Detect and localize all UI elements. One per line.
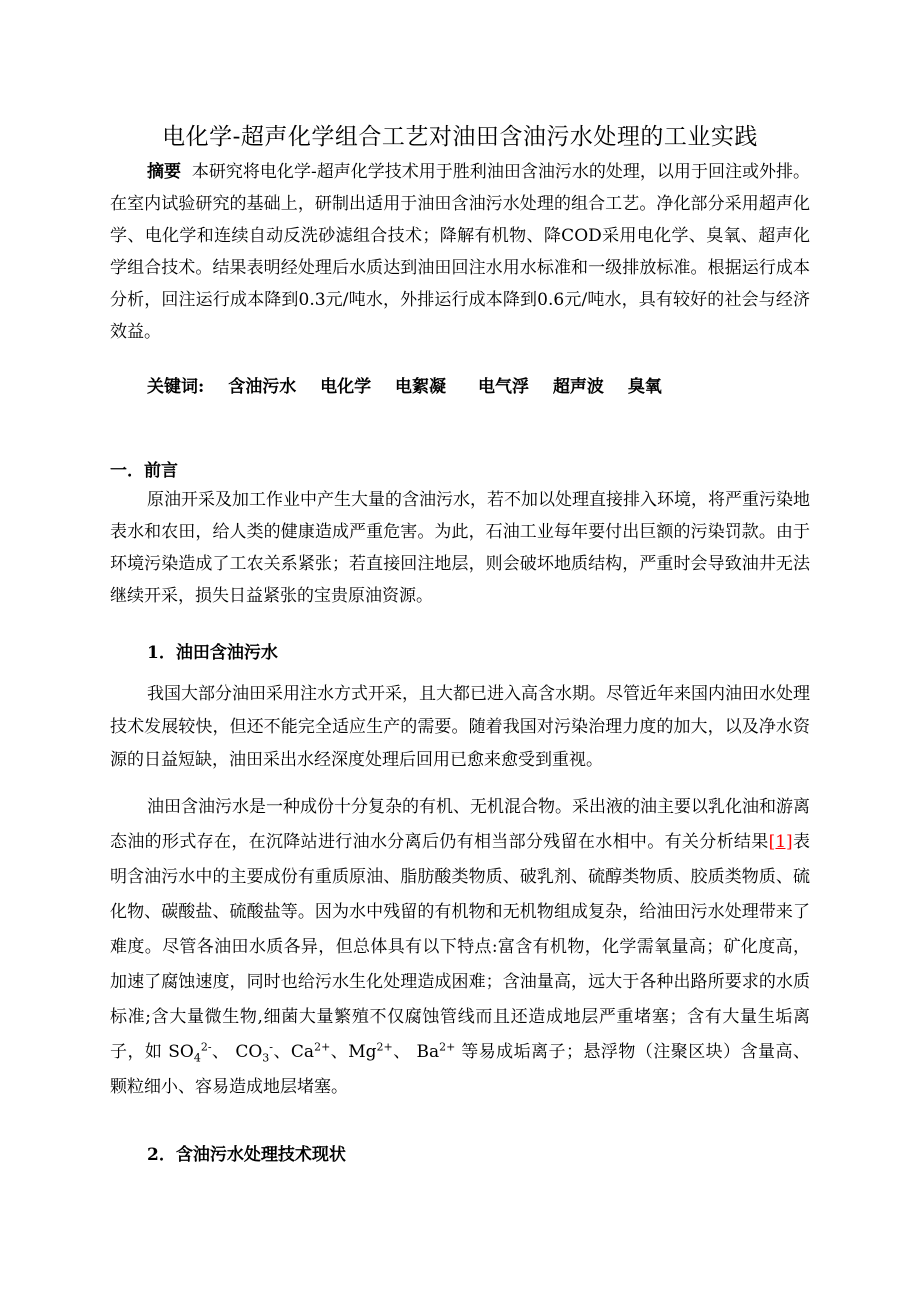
keywords-label: 关键词: — [147, 377, 205, 397]
subsection-heading-oily-wastewater: 1．油田含油污水 — [147, 643, 278, 663]
superscript: 2+ — [439, 1040, 456, 1054]
keyword-item: 电絮凝 — [395, 377, 447, 397]
keyword-item: 电气浮 — [477, 377, 529, 397]
keyword-item: 臭氧 — [627, 377, 662, 397]
subscript: 3 — [262, 1051, 270, 1065]
oilfield-paragraph-1: 我国大部分油田采用注水方式开采，且大都已进入高含水期。尽管近年来国内油田水处理技术发展较快，但还不能完全适应生产的需要。随着我国对污染治理力度的加大，以及净水资源的日益短缺，油田采出水经深度处理后回用已愈来愈受到重视。 — [110, 684, 810, 770]
para-text: 、Ca — [273, 1042, 315, 1062]
keyword-item: 电化学 — [320, 377, 372, 397]
subsection-heading-treatment-status: 2．含油污水处理技术现状 — [147, 1145, 346, 1165]
para-text: 等易成垢离子；悬浮物（注聚区块）含量高、颗粒细小、容易造成地层堵塞。 — [110, 1042, 810, 1097]
para-text: 、 Ba — [392, 1042, 440, 1062]
para-text: 、 CO — [211, 1042, 263, 1062]
para-text: 、Mg — [330, 1042, 377, 1062]
citation-link[interactable]: [1] — [768, 832, 793, 852]
subscript: 4 — [193, 1051, 201, 1065]
para-text: 表明含油污水中的主要成份有重质原油、脂肪酸类物质、破乳剂、硫醇类物质、胶质类物质、硫化物、碳酸盐、硫酸盐等。因为水中残留的有机物和无机物组成复杂，给油田污水处理带来了难度。尽管各油田水质各异，但总体具有以下特点:富含有机物，化学需氧量高；矿化度高，加速了腐蚀速度，同时也给污水生化处理造成困难；含油量高，远大于各种出路所要求的水质标准;含大量微生物,细菌大量繁殖不仅腐蚀管线而且还造成地层严重堵塞；含有大量生垢离子，如 SO — [110, 832, 811, 1062]
superscript: - — [269, 1040, 273, 1054]
oilfield-paragraph-2 — [110, 790, 810, 1105]
superscript: 2+ — [376, 1040, 393, 1054]
section-heading-introduction: 一．前言 — [110, 461, 178, 481]
keyword-item: 含油污水 — [228, 377, 297, 397]
paper-title: 电化学-超声化学组合工艺对油田含油污水处理的工业实践 — [162, 124, 758, 150]
abstract-label: 摘要 — [147, 162, 182, 182]
abstract — [110, 156, 810, 348]
abstract-text: 本研究将电化学-超声化学技术用于胜利油田含油污水的处理，以用于回注或外排。在室内试验研究的基础上，研制出适用于油田含油污水处理的组合工艺。净化部分采用超声化学、电化学和连续自动反洗砂滤组合技术；降解有机物、降COD采用电化学、臭氧、超声化学组合技术。结果表明经处理后水质达到油田回注水用水标准和一级排放标准。根据运行成本分析，回注运行成本降到0.3元/吨水，外排运行成本降到0.6元/吨水，具有较好的社会与经济效益。 — [110, 162, 811, 342]
superscript: 2+ — [314, 1040, 331, 1054]
keyword-item: 超声波 — [552, 377, 604, 397]
para-text: 油田含油污水是一种成份十分复杂的有机、无机混合物。采出液的油主要以乳化油和游离态油的形式存在，在沉降站进行油水分离后仍有相当部分残留在水相中。有关分析结果 — [110, 797, 810, 852]
superscript: 2- — [200, 1040, 212, 1054]
keywords — [147, 376, 680, 398]
intro-paragraph: 原油开采及加工作业中产生大量的含油污水，若不加以处理直接排入环境，将严重污染地表水和农田，给人类的健康造成严重危害。为此，石油工业每年要付出巨额的污染罚款。由于环境污染造成了工农关系紧张；若直接回注地层，则会破坏地质结构，严重时会导致油井无法继续开采，损失日益紧张的宝贵原油资源。 — [110, 490, 810, 606]
